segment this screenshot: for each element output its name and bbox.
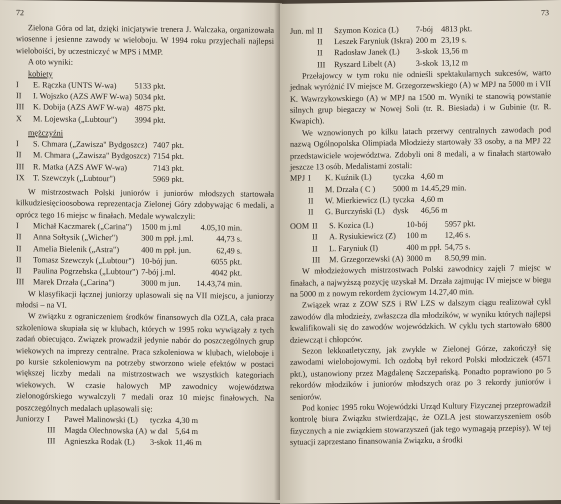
women-results-table [16,79,169,125]
name-cell: S. Chmara („Zawisza" Bydgoszcz) [33,139,148,150]
juniors-table [16,413,205,449]
result-cell: 13,56 m [441,46,468,57]
place-cell: I [16,221,19,231]
men-results-table [16,138,187,185]
right-page [280,0,561,504]
name-cell: Amelia Bielenik („Astra") [33,244,120,254]
score-cell: 7154 pkt. [153,152,184,162]
medals-table [16,220,245,290]
place-cell: II [16,255,22,265]
group-label-cell [16,424,47,436]
group-label-cell [290,37,317,49]
paragraph: W mistrzostwach Polski juniorów i juniorów młodszych startowała kilkudziesięcioosobowa reprezentacja Zielonej Góry zdobywając 6 medali, a oprócz tego 16 miejsc w finałach. Medale wywalczyli: [16,187,274,221]
name-cell: S. Kozica (L) [329,220,374,231]
name-cell: M. Chmara („Zawisza" Bydgoszcz) [33,150,151,162]
paragraph: Zielona Góra od lat, dzięki inicjatywie trenera J. Walczaka, organizowała wiosenne i jesienne zawody w wieloboju. W 1994 roku przyjechali najlepsi wieloboiści, by uczestniczyć w MPS i MMP. [16,23,274,57]
event-cell: 3-skok [415,47,439,57]
event-cell: 5000 m [392,183,418,194]
paragraph: Przełajowcy w tym roku nie odnieśli spektakularnych sukcesów, warto jednak wyróżnić IV miejsce M. Grzegorzewskiego (A) w MPJ na 5000 m i VII K. Wawrzykowskiego (A) w MPJ na 1500 m. Wyniki te stanowią powstanie silnych grup biegaczy w Nowej Soli (tr. R. Biesiada) i w Gubinie (tr. R. Kwapich). [290,67,551,127]
jun-ml-table [290,23,475,70]
result-cell: 62,49 s. [216,245,243,256]
name-cell: T. Szewczyk („Lubtour") [33,173,116,184]
name-cell: Tomasz Szewczyk („Lubtour") [33,255,135,266]
result-cell: 14.43,74 min. [196,279,243,289]
results-intro: A oto wyniki: [28,57,74,67]
result-cell: 12,46 s. [444,230,471,241]
place-cell: II [312,232,318,242]
group-label-cell: Juniorzy [16,414,45,424]
event-cell: tyczka [149,415,172,425]
place-cell: II [317,48,323,58]
name-cell: K. Dobija (AZS AWF W-wa) [33,102,129,113]
place-cell: III [16,102,25,112]
result-cell: 4,60 m [420,194,444,204]
page-number: 73 [541,8,549,18]
place-cell: II [16,91,22,101]
paragraph: W związku z ograniczeniem środków finansowych dla OZLA, cała praca szkoleniowa skupiała się w klubach, których w 1995 roku wywiązały z tych zadań obiecująco. Związek prowadził jedynie nabór do poszczególnych grup wiekowych na imprezy centralne. Praca szkoleniowa w klubach, wieloboje i po kursie szkoleniowym na potrzeby stworzono wiele efektów w postaci większej liczby medali na mistrzostwach we wszystkich kategoriach wiekowych. W czasie halowych MP zawodnicy województwa zielonogórskiego wywalczyli 7 medali oraz 10 miejsc finałowych. Na poszczególnych medalach uplasowali się: [16,311,274,414]
place-cell: II [312,221,318,231]
event-cell: 100 m [406,231,428,241]
result-cell: 6055 pkt. [211,257,243,267]
paragraph: We wznowionych po kilku latach przerwy centralnych zawodach pod nazwą Ogólnopolska Olimpiada Młodzieży startowały 33 osoby, a na MPJ 22 przedstawiciele województwa. Zdobyli oni 8 medali, a w finałach startowało jeszcze 13 osób. Medalistami zostali: [290,124,551,172]
name-cell: Agnieszka Rodak (L) [64,437,135,447]
result-cell: 44,73 s. [216,234,243,245]
result-cell: 4.05,10 min. [200,223,243,233]
place-cell: III [16,161,25,171]
result-cell: 11,46 m [175,438,202,448]
result-cell: 8.50,99 min. [444,252,487,263]
result-cell: 4,30 m [175,415,199,426]
paragraph: Sezon lekkoatletyczny, jak zwykle w Zielonej Górze, zakończył się zawodami wielobojowymi. Ich ozdobą był rekord Polski młodziczek (4571 pkt.), ustanowiony przez Magdalenę Szczepańską. Ponadto poprawiono po 5 rekordów młodzików i juniorów młodszych oraz po 3 rekordy juniorów i seniorów. [290,343,551,402]
place-cell: II [312,244,318,254]
place-cell: I [47,414,50,424]
place-cell: II [317,37,323,47]
name-cell: E. Rączka (UNTS W-wa) [33,80,117,91]
place-cell: II [16,150,22,160]
place-cell: II [308,185,314,195]
group-label-cell: OOM [290,221,310,232]
score-cell: 7143 pkt. [153,163,184,173]
name-cell: Radosław Janek (L) [334,47,400,58]
score-cell: 7407 pkt. [153,140,184,151]
event-cell: 400 m ppł. [406,242,442,252]
result-cell: 23,19 s. [441,35,467,45]
group-label-cell [290,184,308,195]
oom-table [290,218,489,266]
event-cell: 7-bój j.ml. [141,267,176,277]
place-cell: II [16,266,22,276]
name-cell: K. Kuźnik (L) [325,173,372,183]
name-cell: W. Mierkiewicz (L) [325,195,390,206]
result-cell: 5957 pkt. [444,219,476,229]
score-cell: 3994 pkt. [134,115,166,125]
event-cell: 200 m [415,35,437,46]
score-cell: 5034 pkt. [134,92,166,102]
event-cell: 3-skok [149,437,173,448]
place-cell: III [16,277,25,287]
name-cell: Marek Drzała („Carina") [33,277,115,288]
result-cell: 13,12 m [441,57,468,68]
place-cell: I [16,80,19,90]
name-cell: M. Drzała ( C ) [325,184,376,194]
paragraph: Pod koniec 1995 roku Wojewódzki Urząd Kultury Fizycznej przeprowadził kontrolę biura Związku stwierdzając, że OZLA jest stowarzyszeniem osób fizycznych a nie związkiem stowarzyszeń (jak tego wymagają przepisy). W tej sytuacji zaprzestano finansowania Związku, a środki [290,400,551,447]
place-cell: II [16,232,22,242]
event-cell: 10-bój [406,220,428,230]
mpj-table [290,171,469,218]
women-label: kobiety [28,68,53,79]
place-cell: I [16,139,19,149]
place-cell: II [308,196,314,206]
name-cell: Michał Kaczmarek („Carina") [33,221,132,232]
group-label-cell [290,59,317,71]
event-cell: 300 m ppł. j.ml. [141,233,194,244]
group-label-cell [16,436,47,448]
name-cell: L. Faryniuk (I) [329,243,378,253]
name-cell: A. Rysiukiewicz (Z) [329,231,396,242]
group-label-cell: MPJ [290,174,306,184]
name-cell: Paweł Malinowski (L) [64,414,138,425]
place-cell: III [47,425,56,435]
name-cell: Magda Olechnowska (A) [64,425,147,436]
event-cell: 400 m ppł. jun. [141,245,192,255]
event-cell: tyczka [392,194,415,205]
page-number: 72 [16,8,24,18]
event-cell: 7-bój [415,24,434,35]
score-cell: 5133 pkt. [134,81,166,91]
event-cell: 10-bój jun. [141,256,178,266]
place-cell: X [16,113,22,123]
name-cell: I. Wojszko (AZS AWF W-wa) [33,91,132,102]
group-label-cell [290,243,312,255]
place-cell: II [317,26,323,36]
result-cell: 4042 pkt. [211,268,243,278]
event-cell: 3000 m [406,253,432,264]
result-cell: 4,60 m [420,172,444,182]
table-row [16,113,169,126]
group-label-cell: Jun. ml [290,26,315,36]
event-cell: tyczka [392,172,415,182]
event-cell: 3-skok [415,58,439,68]
place-cell: III [312,255,321,265]
table-row [16,436,205,449]
name-cell: Paulina Pogrzebska („Lubtour") [33,266,139,277]
group-label-cell [290,254,312,266]
event-cell: w dal [149,426,168,436]
name-cell: M. Lojewska („Lubtour") [33,113,118,124]
paragraph: W młodzieżowych mistrzostwach Polski zawodnicy zajęli 7 miejsc w finałach, a najwyższą pozycję uzyskał M. Drzała zajmując IV miejsce w biegu na 5000 m z nowym rekordem życiowym 14.27,40 min. [290,263,551,299]
result-cell: 4813 pkt. [441,24,473,34]
event-cell: dysk [392,206,409,216]
place-cell: III [317,59,326,70]
name-cell: M. Grzegorzewski (A) [329,254,404,265]
group-label-cell [290,232,312,244]
result-cell: 46,56 m [420,205,448,216]
result-cell: 5,64 m [175,427,199,437]
place-cell: II [16,243,22,253]
group-label-cell [290,195,308,206]
name-cell: Ryszard Libelt (A) [334,58,396,69]
place-cell: I [308,173,311,184]
place-cell: III [47,436,56,446]
name-cell: Szymon Kozica (L) [334,25,399,36]
name-cell: Leszek Faryniuk (Iskra) [334,36,413,47]
name-cell: Anna Sołtysik („Wicher") [33,232,118,243]
score-cell: 4875 pkt. [134,103,166,114]
place-cell: II [308,207,314,217]
result-cell: 54,75 s. [444,241,471,252]
paragraph: Związek wraz z ZOW SZS i RW LZS w dalszym ciągu realizował cykl zawodów dla młodzieży, zwłaszcza dla młodzików, w wyniku których najlepsi kwalifikowali się do zawodów wojewódzkich. W cyklu tych startowało 6800 dziewcząt i chłopców. [290,297,551,345]
table-row [16,172,187,185]
place-cell: IX [16,173,25,183]
men-label: mężczyźni [28,128,64,138]
score-cell: 5969 pkt. [153,174,184,184]
group-label-cell [290,48,317,60]
group-label-cell [290,207,308,218]
result-cell: 14.45,29 min. [420,182,467,193]
paragraph: W klasyfikacji łącznej juniorzy uplasowali się na VII miejscu, a juniorzy młodsi – na VI. [16,288,274,310]
event-cell: 3000 m jun. [141,278,181,289]
name-cell: G. Burczyński (L) [325,206,385,217]
event-cell: 1500 m j.ml [141,222,182,233]
name-cell: R. Matka (AZS AWF W-wa) [33,162,128,172]
